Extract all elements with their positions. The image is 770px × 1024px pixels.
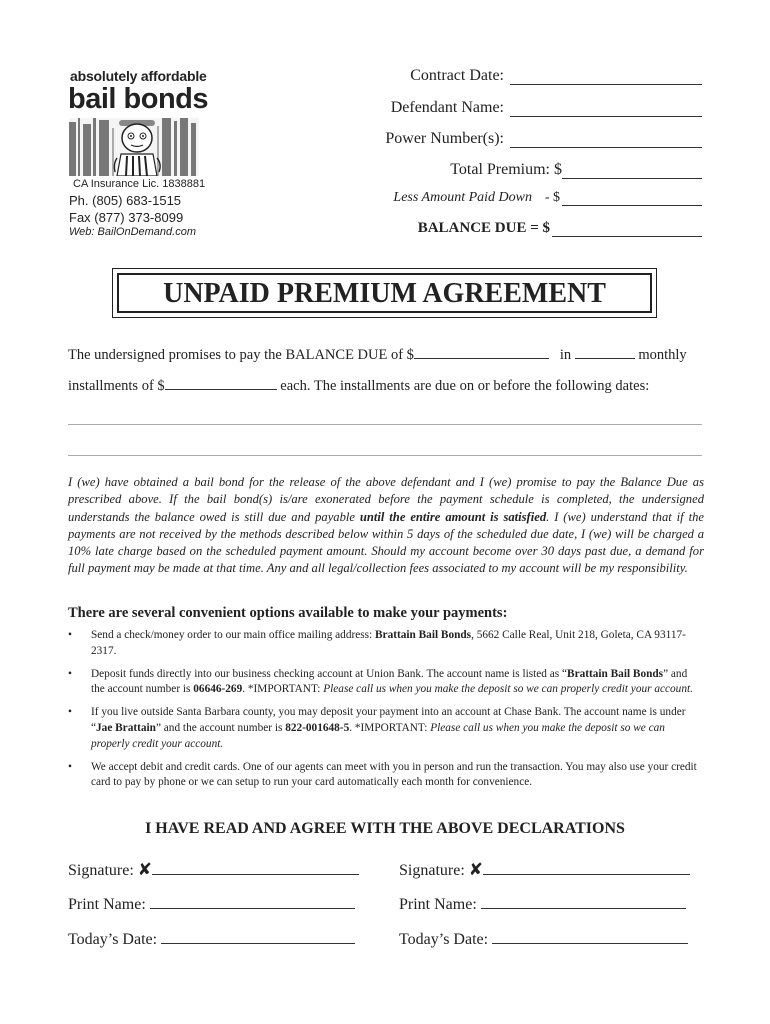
todays-date-label: Today’s Date: — [68, 931, 158, 948]
jail-cartoon-image — [69, 118, 199, 176]
agreement-paragraph — [68, 474, 704, 578]
power-numbers-field[interactable] — [510, 147, 702, 148]
todays-date-label: Today’s Date: — [399, 931, 489, 948]
terms-line-1 — [68, 346, 687, 364]
bullet-dot: • — [68, 667, 72, 680]
bullet-dot: • — [68, 629, 72, 641]
agree-heading: I HAVE READ AND AGREE WITH THE ABOVE DECLARATIONS — [145, 820, 625, 837]
fax-number: Fax (877) 373-8099 — [69, 210, 184, 225]
print-name-row-right — [399, 896, 686, 914]
balance-due-amount-field[interactable] — [414, 346, 549, 359]
bullet-bold: 822-001648-5 — [285, 721, 350, 734]
bullet-text: , 5662 Calle Real, Unit 218, Goleta, CA 93117-2317. — [91, 629, 686, 657]
print-name-field-left[interactable] — [150, 896, 355, 909]
less-paid-down-field[interactable] — [562, 205, 702, 206]
payment-options-heading: There are several convenient options available to make your payments: — [68, 605, 508, 621]
power-numbers-label: Power Number(s): — [385, 130, 504, 147]
date-field-left[interactable] — [161, 931, 355, 944]
less-paid-down-label: Less Amount Paid Down — [393, 190, 532, 205]
website — [69, 226, 196, 238]
less-paid-down-sign: - $ — [544, 190, 560, 205]
list-item — [68, 628, 702, 660]
bullet-text: If you live outside Santa Barbara county, you may deposit your payment into an account at Chase Bank. The account name is under “ — [91, 706, 686, 734]
signature-row-left — [68, 860, 359, 880]
total-premium-field[interactable] — [562, 178, 702, 179]
bullet-text: . *IMPORTANT: — [349, 721, 431, 734]
date-row-right — [399, 931, 688, 949]
sign-here-x-icon: ✘ — [468, 860, 484, 880]
print-name-field-right[interactable] — [481, 896, 686, 909]
bullet-text: We accept debit and credit cards. One of our agents can meet with you in person and run the transaction. You may also use your credit card to pay by phone or we can setup to run your card automatically each month for convenience. — [91, 760, 697, 789]
website-url: BailOnDemand.com — [97, 226, 196, 238]
list-item — [68, 760, 702, 792]
signature-label: Signature: — [399, 862, 465, 879]
balance-due-label: BALANCE DUE = $ — [417, 220, 550, 236]
bullet-text: ” and the account number is — [91, 667, 688, 696]
signature-field-left[interactable] — [152, 862, 359, 875]
bullet-text: Send a check/money order to our main office mailing address: — [91, 629, 376, 641]
bullet-text: Deposit funds directly into our business checking account at Union Bank. The account name is listed as “ — [91, 667, 568, 680]
bullet-bold: Jae Brattain — [96, 721, 156, 734]
payment-options-list — [68, 628, 702, 798]
installments-of-text: installments of $ — [68, 378, 165, 394]
paragraph-emphasis: until the entire amount is satisfied — [359, 509, 547, 524]
bullet-italic: Please call us when you make the deposit so we can properly credit your account. — [91, 721, 665, 750]
title-box — [112, 268, 657, 318]
bullet-dot: • — [68, 706, 72, 719]
bullet-italic: Please call us when you make the deposit so we can properly credit your account. — [323, 683, 693, 696]
defendant-name-field[interactable] — [510, 116, 702, 117]
date-field-right[interactable] — [492, 931, 688, 944]
installments-due-text: each. The installments are due on or before the following dates: — [280, 378, 650, 394]
terms-line-2 — [68, 377, 649, 395]
installment-amount-field[interactable] — [165, 377, 277, 390]
signature-label: Signature: — [68, 862, 134, 879]
logo-name: bail bonds — [68, 83, 208, 115]
contract-date-label: Contract Date: — [410, 67, 504, 84]
paragraph-text-1: I (we) have obtained a bail bond for the release of the above defendant and I (we) promise to pay the Balance Due as prescribed above. If the bail bond(s) is/are exonerated before the payment schedule is completed, the undersigned understands the balance owed is still due and payable — [68, 475, 704, 524]
date-row-left — [68, 931, 355, 949]
signature-row-right — [399, 860, 690, 880]
print-name-row-left — [68, 896, 355, 914]
list-item — [68, 705, 702, 752]
print-name-label: Print Name: — [399, 896, 477, 913]
due-dates-line-1[interactable] — [68, 424, 702, 425]
bullet-text: . *IMPORTANT: — [242, 683, 324, 696]
contract-date-field[interactable] — [510, 84, 702, 85]
due-dates-line-2[interactable] — [68, 455, 702, 456]
sign-here-x-icon: ✘ — [137, 860, 153, 880]
insurance-license: CA Insurance Lic. 1838881 — [73, 178, 206, 190]
print-name-label: Print Name: — [68, 896, 146, 913]
list-item — [68, 667, 702, 699]
terms-monthly-text: monthly — [638, 347, 687, 363]
total-premium-label: Total Premium: $ — [450, 161, 562, 178]
balance-due-field[interactable] — [552, 236, 702, 237]
phone-number: Ph. (805) 683-1515 — [69, 193, 182, 208]
website-label: Web: — [69, 226, 95, 238]
installments-count-field[interactable] — [575, 346, 635, 359]
bullet-bold: Brattain Bail Bonds — [567, 667, 664, 680]
signature-field-right[interactable] — [483, 862, 690, 875]
terms-in-text: in — [559, 347, 572, 363]
bullet-text: ” and the account number is — [155, 721, 286, 734]
bullet-dot: • — [68, 760, 72, 773]
paragraph-text-2: . I (we) understand that if the payments are not received by the methods described below within 5 days of the scheduled due date, I (we) will be charged a 10% late charge based on the scheduled payment amount. Should my account become over 30 days past due, a demand for full payment may be made at that time. Any and all legal/collection fees associated to my account will be my responsibility. — [68, 509, 704, 576]
terms-balance-text: The undersigned promises to pay the BALANCE DUE of $ — [68, 347, 414, 363]
bullet-bold: 06646-269 — [193, 683, 243, 696]
logo-tagline: absolutely affordable — [70, 68, 207, 84]
bullet-bold: Brattain Bail Bonds — [375, 629, 472, 641]
page-title: UNPAID PREMIUM AGREEMENT — [163, 278, 606, 309]
defendant-name-label: Defendant Name: — [390, 99, 504, 116]
